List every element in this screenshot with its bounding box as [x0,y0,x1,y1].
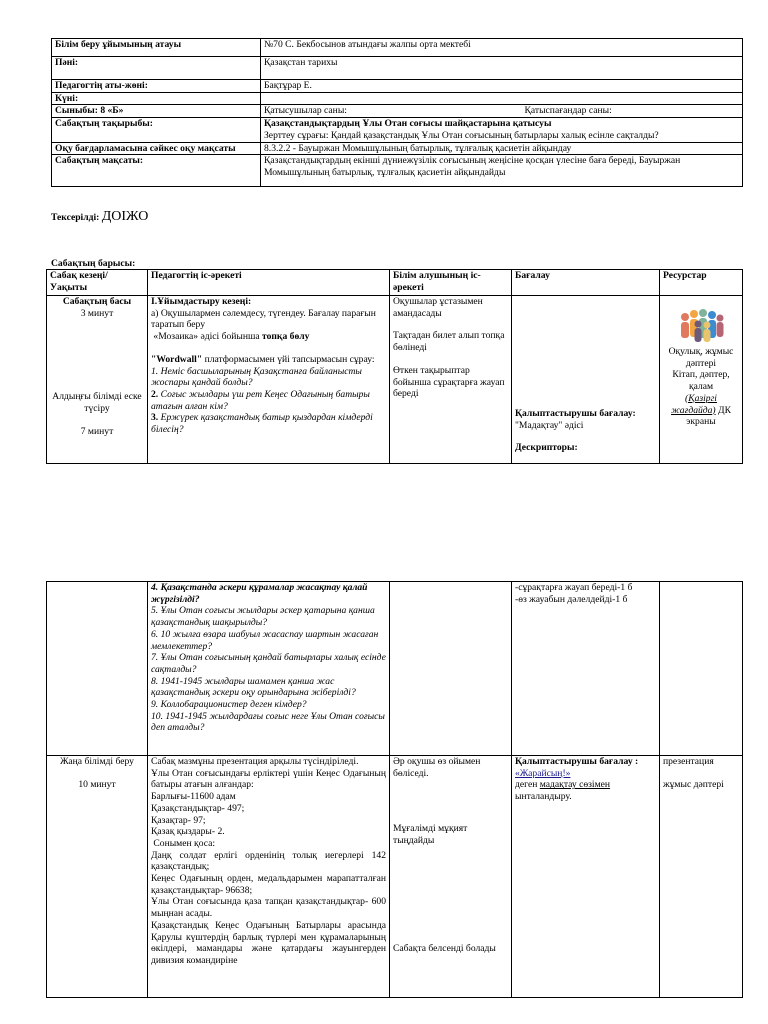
question-5: 5. Ұлы Отан соғысы жылдары әскер қатарына қанша қазақстандық шақырылды? [151,605,375,629]
group-of-people-icon [676,308,726,344]
stage-new-time: 10 минут [78,778,116,790]
assess-new-label: Қалыптастырушы бағалау : «Жарайсың!» [515,756,639,779]
new-text-10: Ұлы Отан соғысында қаза тапқан қазақстандықтар- 600 мыңнан асады. [151,896,386,920]
research-question: Зерттеу сұрағы: Қандай қазақстандық Ұлы Отан соғысының батырлары халық есінле сақталды? [264,129,659,141]
header-stage: Сабақ кезеңі/Уақыты [47,270,148,296]
lesson-row-start [47,296,743,464]
class-label: Сыныбы: 8 «Б» [52,105,261,118]
resource-screen: (Қазіргі жағдайда) ДК экраны [671,392,731,428]
descriptor-2: -өз жауабын дәлелдейді-1 б [515,593,628,605]
student-ticket: Тақтадан билет алып топқа бөлінеді [393,330,505,354]
assess-cell [512,296,660,464]
teacher-cell-cont [148,582,390,756]
stage-time: 3 минут [80,307,114,319]
progress-title: Сабақтың барысы: [51,258,136,269]
absent-label: Қатыспағандар саны: [524,105,612,117]
date-value [261,92,743,105]
student-cell [390,296,512,464]
new-text-2: Ұлы Отан соғысындағы ерліктері үшін Кеңес Одағының батыры атағын алғандар: [151,767,386,791]
new-text-9: Кеңес Одағының орден, медальдарымен марапатталған қазақстандықтар- 96638; [151,873,386,896]
lesson-row-start-continued [47,582,743,756]
student-answer: Өткен тақырыптар бойынша сұрақтарға жауап береді [393,364,505,400]
assess-cell-cont [512,582,660,756]
question-2: 2. Соғыс жылдары үш рет Кеңес Одағының батыры атағын алған кім? [151,388,370,412]
question-7: 7. Ұлы Отан соғысының қандай батырлары халық есінде сақталды? [151,652,386,675]
question-8: 8. 1941-1945 жылдары шамамен қанша жас қазақстандық әскери оқу орындарына жіберілді? [151,675,356,699]
resource-textbook: Оқулық, жұмыс дәптері [668,346,734,369]
present-label: Қатысушылар саны: [264,105,347,117]
resources-cell-new [660,756,743,998]
teacher-value: Бақтұрар Е. [261,80,743,93]
question-4: 4. Қазақстанда әскери құрамалар жасақтау қалай жүргізілді? [151,582,368,605]
assess-method: "Мадақтау" әдісі [515,419,584,431]
student-share: Әр оқушы өз ойымен бөліседі. [393,756,481,779]
assess-cell-new [512,756,660,998]
resource-supplies: Кітап, дәптер, қалам [672,369,730,393]
stage-title: Сабақтың басы [62,296,132,307]
teacher-label: Педагогтің аты-жөні: [52,80,261,93]
question-6: 6. 10 жылға өзара шабуыл жасаспау шартын жасаған мемлекеттер? [151,628,379,652]
checked-sign: ДОІЖО [101,209,149,224]
resources-cell [660,296,743,464]
program-value: 8.3.2.2 - Бауыржан Момышұлының батырлық, тұлғалық қасиетін айқындау [261,142,743,155]
info-row-program [52,142,743,155]
attendance-cell [261,105,743,118]
info-row-date [52,92,743,105]
header-resources: Ресурстар [660,270,743,296]
topic-value: Қазақстандықтардың Ұлы Отан соғысы шайқастарына қатысуы [264,118,552,130]
teacher-cell [148,296,390,464]
resource-workbook: жұмыс дәптері [663,778,724,790]
student-listen: Мұғалімді мұқият тыңдайды [393,823,468,847]
student-greet: Оқушылар ұстазымен амандасады [393,296,483,319]
info-row-topic [52,118,743,142]
resource-presentation: презентация [663,756,714,767]
info-row-teacher [52,80,743,93]
new-text-5: Қазақтар- 97; [151,814,206,826]
stage-new-title: Жаңа білімді беру [60,756,134,767]
resources-cell-cont [660,582,743,756]
student-cell-new [390,756,512,998]
subject-value: Қазақстан тарихы [261,57,743,80]
student-cell-cont [390,582,512,756]
lesson-info-table [51,38,743,187]
new-text-7: Сонымен қоса: [151,837,216,849]
new-text-4: Қазақстандықтар- 497; [151,802,245,814]
question-9: 9. Коллобарационистер деген кімдер? [151,699,307,711]
assess-descriptors: Дескрипторы: [515,442,578,454]
question-10: 10. 1941-1945 жылдардағы соғыс неге Ұлы Отан соғысы деп аталды? [151,710,385,734]
info-row-goal [52,155,743,186]
new-text-1: Сабақ мазмұны презентация арқылы түсіндіріледі. [151,756,359,767]
org-value: №70 С. Бекбосынов атындағы жалпы орта мектебі [261,39,743,57]
header-assess: Бағалау [512,270,660,296]
student-active: Сабақта белсенді болады [393,942,496,954]
info-row-subject [52,57,743,80]
goal-value: Қазақстандықтардың екінші дүниежүзілік соғысының жеңісіне қосқан үлесіне баға береді, Бауыржан Момышұлының батырлық, тұлғалық қасиетін айқындайды [261,155,743,186]
checked-line [51,208,148,225]
greeting-text: а) Оқушылармен сәлемдесу, түгендеу. Бағалау парағын таратып беру [151,307,376,331]
program-label: Оқу бағдарламасына сәйкес оқу мақсаты [52,142,261,155]
assess-label: Қалыптастырушы бағалау: [515,408,636,419]
stage-cell-cont [47,582,148,756]
teacher-cell-new [148,756,390,998]
lesson-progress-table-continued [46,581,743,998]
new-text-11: Қазақстандық Кеңес Одағының Батырлары арасында Қарулы күштердің барлық түрлері мен құрамаларының өкілдері, мамандары және қатардағы жауынгерден дивизия командиріне [151,919,386,966]
assess-new-text: деген мадақтау сөзімен ынталандыру. [515,779,611,803]
header-student: Білім алушының іс-әрекеті [390,270,512,296]
descriptor-1: -сұрақтарға жауап береді-1 б [515,582,633,593]
praise-link[interactable]: «Жарайсың!» [515,767,571,779]
checked-label: Тексерілді: [51,212,100,223]
info-row-org [52,39,743,57]
stage2-time: 7 минут [80,425,114,437]
subject-label: Пәні: [52,57,261,80]
org-stage-heading: I.Ұйымдастыру кезеңі: [151,296,252,307]
mosaic-text: «Мозаика» әдісі бойынша топқа бөлу [153,331,310,343]
new-text-3: Барлығы-11600 адам [151,791,236,803]
goal-label: Сабақтың мақсаты: [52,155,261,186]
topic-cell [261,118,743,142]
lesson-row-new-knowledge [47,756,743,998]
lesson-progress-table [46,269,743,464]
question-1: 1. Неміс басшыларының Қазақстанға байланысты жоспары қандай болды? [151,365,362,389]
resource-link[interactable]: (Қазіргі жағдайда) [671,392,717,416]
stage-cell-new [47,756,148,998]
topic-label: Сабақтың тақырыбы: [52,118,261,142]
stage-cell [47,296,148,464]
org-label: Білім беру ұйымының атауы [52,39,261,57]
date-label: Күні: [52,92,261,105]
new-text-6: Қазақ қыздары- 2. [151,826,225,838]
new-text-8: Даңқ солдат ерлігі орденінің толық иегерлері 142 қазақстандық; [151,849,386,873]
header-row [47,270,743,296]
question-3: 3. Ержүрек қазақстандық батыр қыздардан кімдерді білесің? [151,412,373,436]
header-teacher: Педагогтің іс-әрекеті [148,270,390,296]
info-row-class [52,105,743,118]
stage2-title: Алдыңғы білімді еске түсіру [52,391,142,415]
wordwall-text: "Wordwall" платформасымен үйі тапсырмасын сұрау: [151,353,375,365]
